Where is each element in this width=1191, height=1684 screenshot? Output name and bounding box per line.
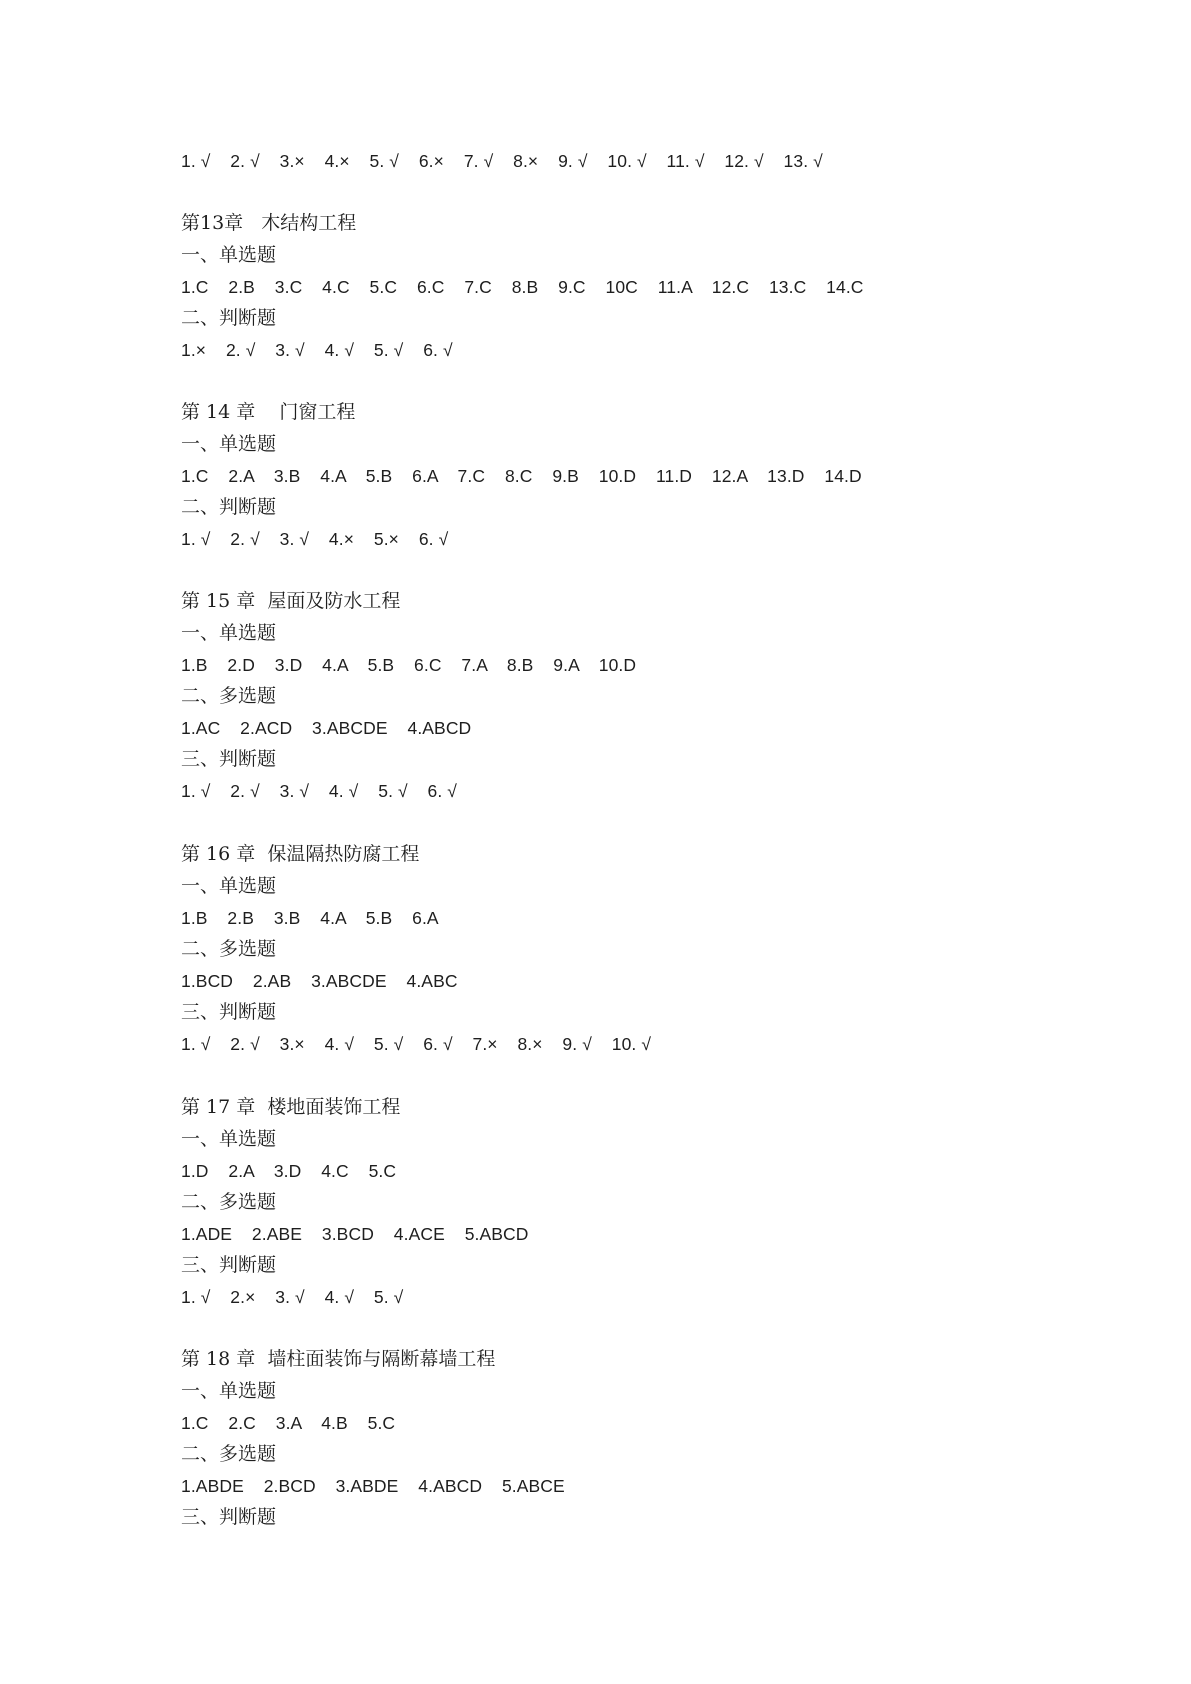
chapter-14-section-1-title: 一、单选题 (181, 433, 277, 455)
chapter-16-section-2-answers: 1.BCD 2.AB 3.ABCDE 4.ABC (181, 971, 458, 991)
chapter-18-section-1-answers: 1.C 2.C 3.A 4.B 5.C (181, 1413, 396, 1433)
chapter-14-title: 第 14 章 门窗工程 (181, 401, 356, 423)
chapter-15-section-2-answers: 1.AC 2.ACD 3.ABCDE 4.ABCD (181, 718, 472, 738)
chapter-15-section-2-title: 二、多选题 (181, 685, 277, 707)
chapter-18-section-2-answers: 1.ABDE 2.BCD 3.ABDE 4.ABCD 5.ABCE (181, 1476, 565, 1496)
chapter-15-section-3-answers: 1. √ 2. √ 3. √ 4. √ 5. √ 6. √ (181, 781, 458, 801)
chapter-13-section-2-answers: 1.× 2. √ 3. √ 4. √ 5. √ 6. √ (181, 340, 453, 360)
chapter-17-section-2-answers: 1.ADE 2.ABE 3.BCD 4.ACE 5.ABCD (181, 1224, 529, 1244)
chapter-16-section-1-answers: 1.B 2.B 3.B 4.A 5.B 6.A (181, 908, 439, 928)
chapter-13-section-2-title: 二、判断题 (181, 307, 277, 329)
chapter-18-section-2-title: 二、多选题 (181, 1443, 277, 1465)
chapter-16-section-3-answers: 1. √ 2. √ 3.× 4. √ 5. √ 6. √ 7.× 8.× 9. √ 10. √ (181, 1034, 652, 1054)
chapter-13-title: 第13章 木结构工程 (181, 212, 357, 234)
chapter-17-section-2-title: 二、多选题 (181, 1191, 277, 1213)
chapter-17-section-3-answers: 1. √ 2.× 3. √ 4. √ 5. √ (181, 1287, 404, 1307)
chapter-14-section-1-answers: 1.C 2.A 3.B 4.A 5.B 6.A 7.C 8.C 9.B 10.D 11.D 12.A 13.D 14.D (181, 466, 862, 486)
chapter-15-title: 第 15 章 屋面及防水工程 (181, 590, 401, 612)
chapter-15-section-1-answers: 1.B 2.D 3.D 4.A 5.B 6.C 7.A 8.B 9.A 10.D (181, 655, 637, 675)
chapter-15-section-1-title: 一、单选题 (181, 622, 277, 644)
chapter-18-section-3-title: 三、判断题 (181, 1506, 277, 1528)
answer-line-top: 1. √ 2. √ 3.× 4.× 5. √ 6.× 7. √ 8.× 9. √ 10. √ 11. √ 12. √ 13. √ (181, 151, 823, 171)
chapter-16-title: 第 16 章 保温隔热防腐工程 (181, 843, 420, 865)
chapter-16-section-1-title: 一、单选题 (181, 875, 277, 897)
chapter-18-title: 第 18 章 墙柱面装饰与隔断幕墙工程 (181, 1348, 496, 1370)
chapter-17-section-1-answers: 1.D 2.A 3.D 4.C 5.C (181, 1161, 397, 1181)
chapter-14-section-2-title: 二、判断题 (181, 496, 277, 518)
chapter-16-section-3-title: 三、判断题 (181, 1001, 277, 1023)
chapter-17-section-1-title: 一、单选题 (181, 1128, 277, 1150)
chapter-13-section-1-title: 一、单选题 (181, 244, 277, 266)
chapter-14-section-2-answers: 1. √ 2. √ 3. √ 4.× 5.× 6. √ (181, 529, 449, 549)
chapter-18-section-1-title: 一、单选题 (181, 1380, 277, 1402)
chapter-17-section-3-title: 三、判断题 (181, 1254, 277, 1276)
chapter-17-title: 第 17 章 楼地面装饰工程 (181, 1096, 401, 1118)
chapter-13-section-1-answers: 1.C 2.B 3.C 4.C 5.C 6.C 7.C 8.B 9.C 10C 11.A 12.C 13.C 14.C (181, 277, 864, 297)
chapter-16-section-2-title: 二、多选题 (181, 938, 277, 960)
chapter-15-section-3-title: 三、判断题 (181, 748, 277, 770)
